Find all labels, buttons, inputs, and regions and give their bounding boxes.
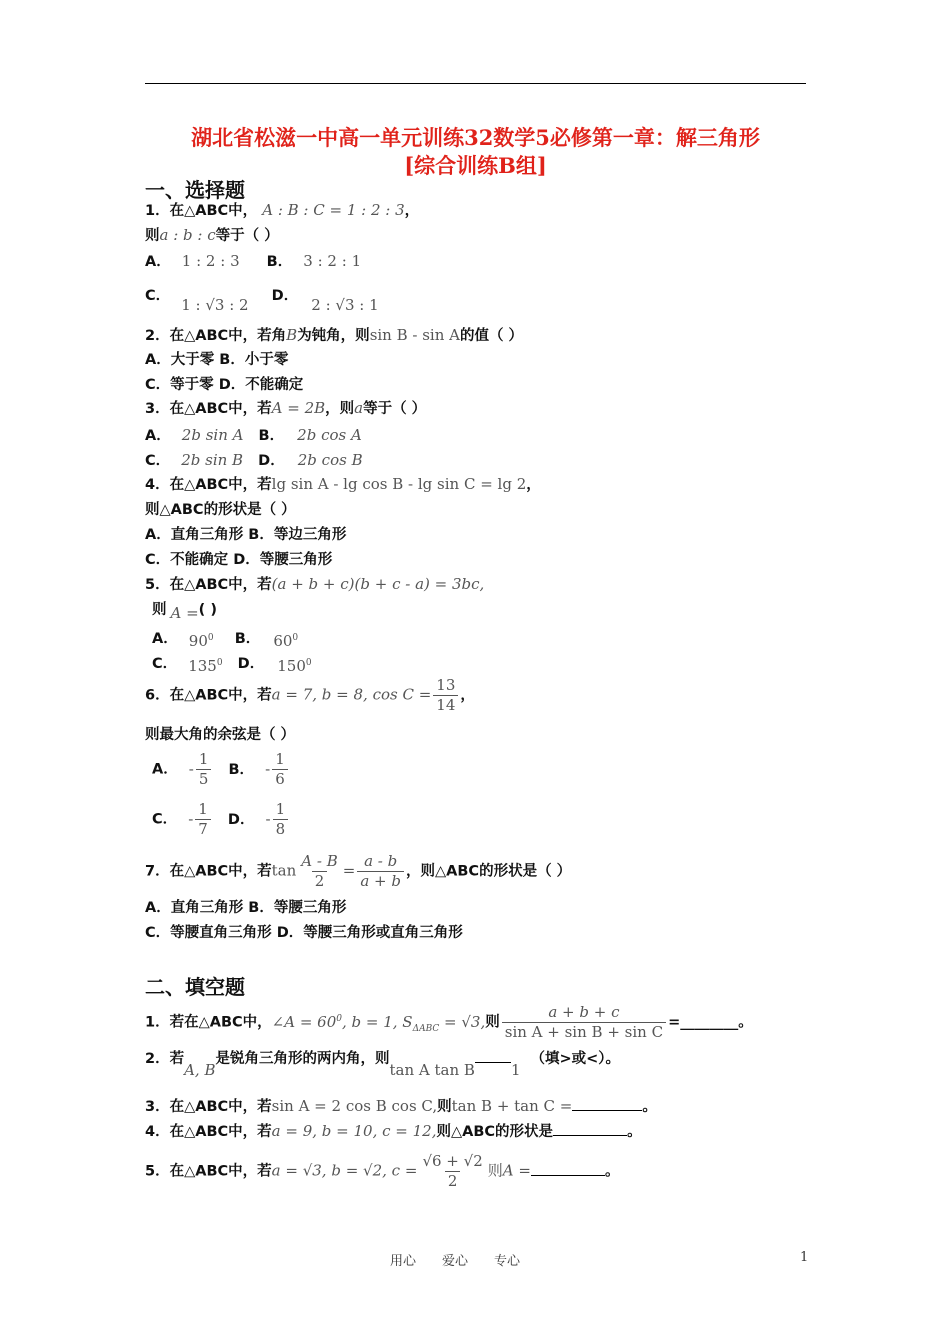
q3-options-cd: C． 2b sin B D． 2b cos B xyxy=(145,451,363,469)
q6-fraction: $\frac{13}{14}$ xyxy=(433,676,458,715)
q2-options-cd: C．等于零 D．不能确定 xyxy=(145,377,304,393)
header-rule xyxy=(145,83,806,84)
q5-options-ab: A． $90^0$ B． $60^0$ xyxy=(152,631,299,650)
q1-line2: 则a : b : c等于（ ） xyxy=(145,226,279,244)
f4-answer-blank[interactable] xyxy=(553,1121,627,1136)
f5-stem: 5．在△ABC中，若a = √3, b = √2, c = $\frac{√6 + √2}{2}$ 则A = 。 xyxy=(145,1152,620,1190)
q6-stem: 6．在△ABC中，若a = 7, b = 8, cos C = $\frac{13}{14}$ ， xyxy=(145,676,475,714)
q6-line2: 则最大角的余弦是（ ） xyxy=(145,727,296,743)
q4-stem: 4．在△ABC中，若lg sin A - lg cos B - lg sin C = lg 2， xyxy=(145,475,541,493)
q7-options-cd: C．等腰直角三角形 D．等腰三角形或直角三角形 xyxy=(145,925,463,941)
q2-stem: 2．在△ABC中，若角B为钝角，则sin B - sin A的值（ ） xyxy=(145,326,524,344)
q1-stem: 1．在△ABC中， A : B : C = 1 : 2 : 3， xyxy=(145,201,420,219)
f5-answer-blank[interactable] xyxy=(531,1161,605,1176)
q5-line2: 则 A =( ) xyxy=(152,602,217,622)
q3-stem: 3．在△ABC中，若A = 2B，则a等于（ ） xyxy=(145,399,427,417)
q5-options-cd: C． $135^0$ D． $150^0$ xyxy=(152,656,312,675)
q4-line2: 则△ABC的形状是（ ） xyxy=(145,502,296,518)
q6-options-cd: C． - $\frac{1}{7}$ D． - $\frac{1}{8}$ xyxy=(152,800,290,839)
f1-stem: 1．若在△ABC中，∠A = $60^0$, b = 1, $S_{\Delta ABC} = √3$,则 $\frac{a + b + c}{\text{sin A + sin B + sin C}}$ =________。 xyxy=(145,1003,753,1041)
page-number: 1 xyxy=(800,1250,809,1265)
q4-options-ab: A．直角三角形 B．等边三角形 xyxy=(145,527,347,543)
f2-answer-blank[interactable] xyxy=(475,1048,511,1063)
q2-options-ab: A．大于零 B．小于零 xyxy=(145,352,289,368)
q5-stem: 5．在△ABC中，若(a + b + c)(b + c - a) = 3bc, xyxy=(145,575,485,593)
q4-options-cd: C．不能确定 D．等腰三角形 xyxy=(145,552,333,568)
f2-stem: 2．若A, B是锐角三角形的两内角，则tan A tan B 1（填>或<）。 xyxy=(145,1048,620,1069)
f3-answer-blank[interactable] xyxy=(572,1096,642,1111)
q7-options-ab: A．直角三角形 B．等腰三角形 xyxy=(145,900,347,916)
q3-options-ab: A． 2b sin A B． 2b cos A xyxy=(145,426,362,444)
title-line-2: [综合训练B组] xyxy=(404,153,547,178)
f4-stem: 4．在△ABC中，若a = 9, b = 10, c = 12,则△ABC的形状是 。 xyxy=(145,1122,642,1140)
footer-motto: 用心 爱心 专心 xyxy=(390,1254,521,1269)
q7-stem: 7．在△ABC中，若tan $\frac{A - B}{2}$ = $\frac{a - b}{a + b}$ ，则△ABC的形状是（ ） xyxy=(145,852,572,890)
q6-options-ab: A． - $\frac{1}{5}$ B． - $\frac{1}{6}$ xyxy=(152,750,290,789)
f3-stem: 3．在△ABC中，若sin A = 2 cos B cos C,则tan B + tan C = 。 xyxy=(145,1097,657,1115)
title-line-1: 湖北省松滋一中高一单元训练32数学5必修第一章：解三角形 xyxy=(191,125,760,150)
q1-options-cd: C． 1 : √3 : 2 D． 2 : √3 : 1 xyxy=(145,288,379,314)
q1-options-ab: A． 1 : 2 : 3 B． 3 : 2 : 1 xyxy=(145,252,362,270)
section-heading-fill: 二、填空题 xyxy=(145,975,245,999)
section-heading-choice: 一、选择题 xyxy=(145,178,245,202)
